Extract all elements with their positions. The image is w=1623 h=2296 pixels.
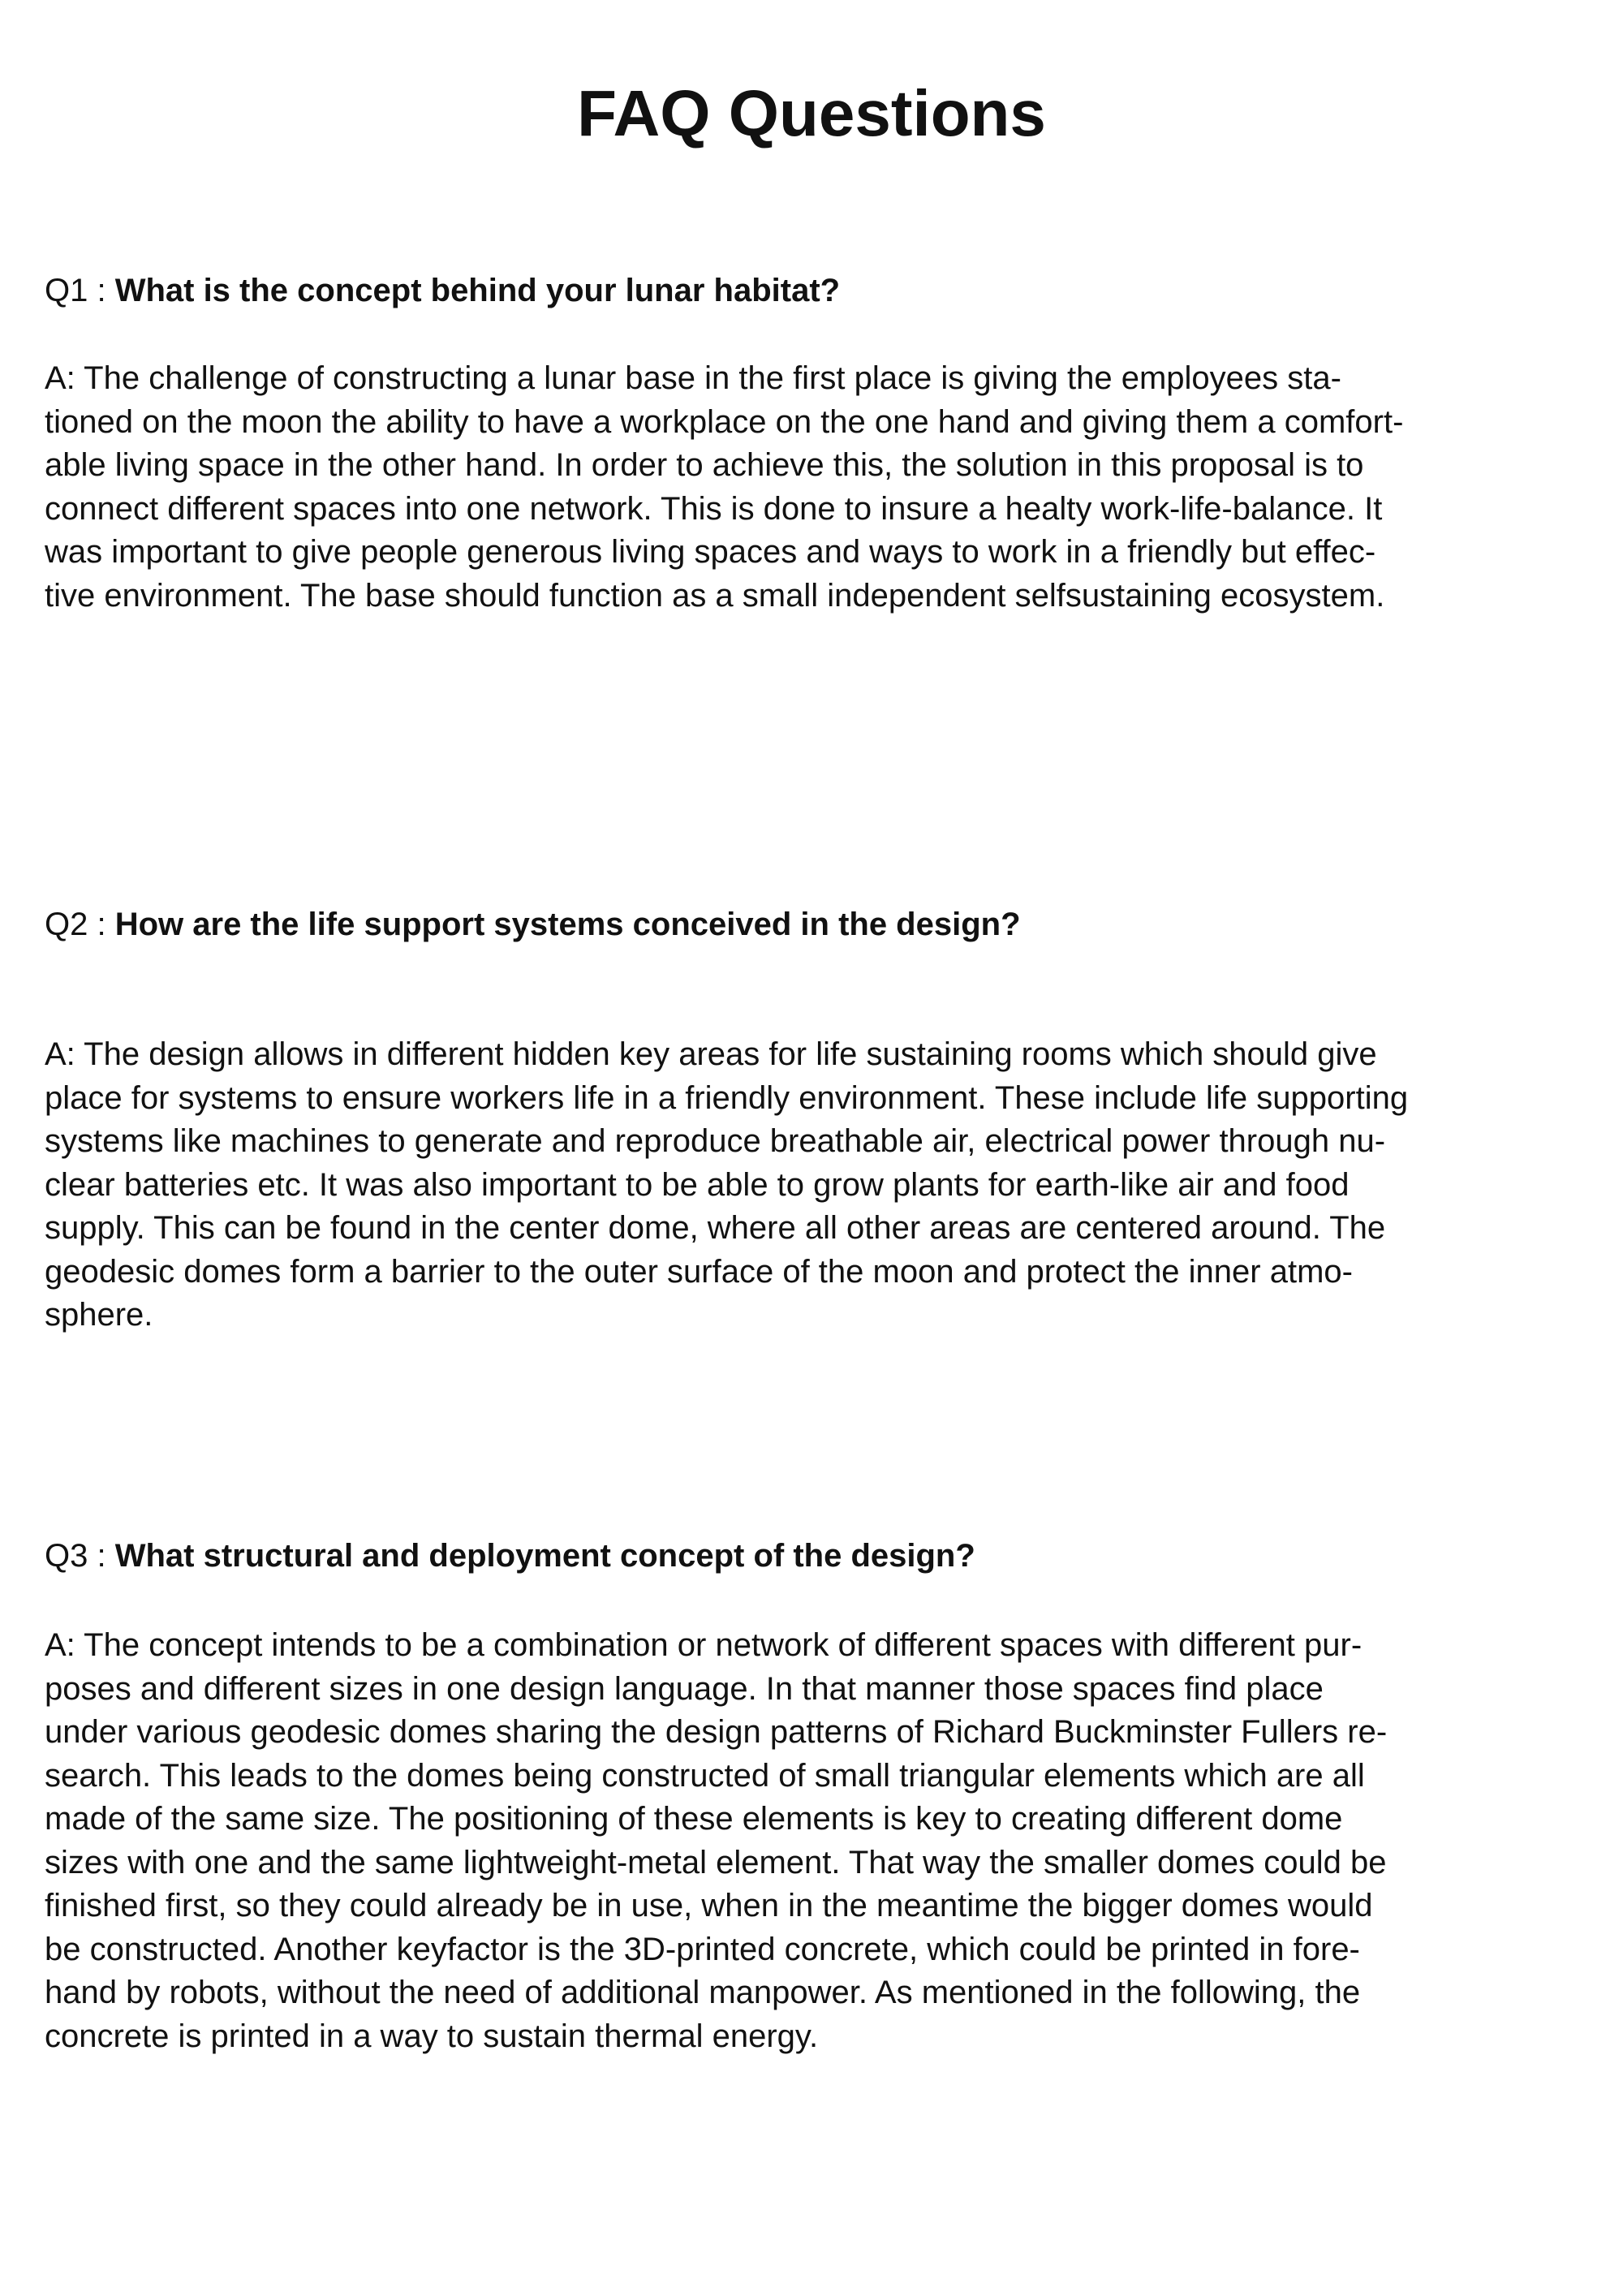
question-text: What is the concept behind your lunar habitat?: [114, 273, 841, 308]
faq-item-3: [45, 1536, 1586, 2058]
page-title: FAQ Questions: [577, 77, 1046, 149]
faq-item-1: [45, 271, 1586, 618]
faq-question: [45, 905, 1586, 944]
answer-text: A: The challenge of constructing a lunar base in the first place is giving the employees sta- tioned on the moon the ability to have a workplace on the one hand and giving them a comfort- able living space in the other hand. In order to achieve this, the solution in this proposal is to connect different spaces into one network. This is done to insure a healty work-life-balance. It was important to give people generous living spaces and ways to work in a friendly but effec- tive environment. The base should function as a small independent selfsustaining ecosystem.: [45, 360, 1404, 614]
faq-question: [45, 271, 1586, 310]
faq-item-2: [45, 905, 1586, 1338]
question-text: How are the life support systems conceived in the design?: [114, 907, 1021, 942]
question-text: What structural and deployment concept of the design?: [114, 1538, 975, 1574]
question-number: Q2 :: [45, 907, 115, 942]
answer-text: A: The design allows in different hidden key areas for life sustaining rooms which should give place for systems to ensure workers life in a friendly environment. These include life supporting systems like machines to generate and reproduce breathable air, electrical power through nu- clear batteries etc. It was also important to be able to grow plants for earth-like air and food supply. This can be found in the center dome, where all other areas are centered around. The geodesic domes form a barrier to the outer surface of the moon and protect the inner atmo- sphere.: [45, 1036, 1409, 1333]
faq-question: [45, 1536, 1586, 1575]
answer-text: A: The concept intends to be a combination or network of different spaces with different pur- poses and different sizes in one design language. In that manner those spaces find place under various geodesic domes sharing the design patterns of Richard Buckminster Fullers re- search. This leads to the domes being constructed of small triangular elements which are all made of the same size. The positioning of these elements is key to creating different dome sizes with one and the same lightweight-metal element. That way the smaller domes could be finished first, so they could already be in use, when in the meantime the bigger domes would be constructed. Another keyfactor is the 3D-printed concrete, which could be printed in fore- hand by robots, without the need of additional manpower. As mentioned in the following, the concrete is printed in a way to sustain thermal energy.: [45, 1627, 1388, 2054]
question-number: Q1 :: [45, 273, 115, 308]
question-number: Q3 :: [45, 1538, 115, 1574]
